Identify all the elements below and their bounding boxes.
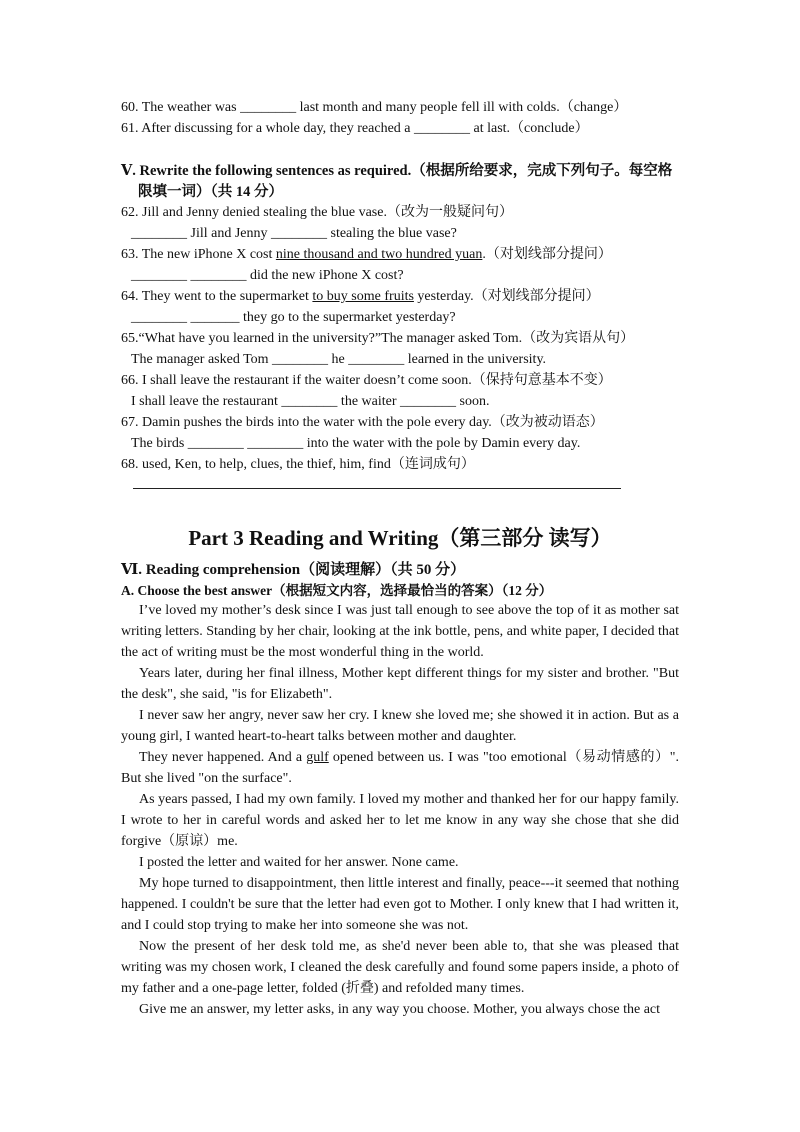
question-67: 67. Damin pushes the birds into the water with the pole every day.（改为被动语态）	[121, 415, 604, 430]
question-66-answer: I shall leave the restaurant ________ the waiter ________ soon.	[131, 394, 490, 409]
part-3-title: Part 3 Reading and Writing（第三部分 读写）	[188, 526, 612, 550]
question-61: 61. After discussing for a whole day, they reached a ________ at last.（conclude）	[121, 121, 589, 136]
question-64-text: 64. They went to the supermarket	[121, 289, 313, 304]
paragraph-4-text-b: opened between us. I was "too emotional（易动情感的）". But she lived "on the surface".	[121, 750, 679, 786]
section-5-heading-cont: 限填一词）（共 14 分）	[138, 184, 283, 200]
question-64-instruction: yesterday.（对划线部分提问）	[413, 289, 600, 304]
passage-paragraph-3: I never saw her angry, never saw her cry. I knew she loved me; she showed it in action. But as a young girl, I wanted heart-to-heart talks between mother and daughter.	[121, 708, 679, 744]
section-a-heading: A. Choose the best answer（根据短文内容，选择最恰当的答案）（12 分）	[121, 583, 553, 598]
question-65-answer: The manager asked Tom ________ he ________ learned in the university.	[131, 352, 547, 367]
question-63-underlined: nine thousand and two hundred yuan	[275, 247, 483, 262]
question-65: 65.“What have you learned in the university?”The manager asked Tom.（改为宾语从句）	[121, 331, 635, 346]
question-63-answer: ________ ________ did the new iPhone X cost?	[131, 268, 404, 283]
question-62-answer: ________ Jill and Jenny ________ stealing the blue vase?	[131, 226, 457, 241]
passage-paragraph-2: Years later, during her final illness, Mother kept different things for my sister and brother. "But the desk", she said, "is for Elizabeth".	[121, 666, 679, 702]
question-64-underlined: to buy some fruits	[312, 289, 414, 304]
question-60: 60. The weather was ________ last month and many people fell ill with colds.（change）	[121, 100, 628, 115]
question-64	[121, 287, 681, 307]
passage-paragraph-8: Now the present of her desk told me, as she'd never been able to, that she was pleased that writing was my chosen work, I cleaned the desk carefully and found some papers inside, a photo of my father and a one-page letter, folded (折叠) and refolded many times.	[121, 939, 679, 996]
question-68: 68. used, Ken, to help, clues, the thief, him, find（连词成句）	[121, 457, 475, 472]
passage-paragraph-5: As years passed, I had my own family. I loved my mother and thanked her for our happy family. I wrote to her in careful words and asked her to let me know in any way she chose that she did forgive（原谅）me.	[121, 792, 679, 849]
section-5-heading: Ⅴ. Rewrite the following sentences as required.（根据所给要求，完成下列句子。每空格	[121, 163, 673, 179]
passage-paragraph-9: Give me an answer, my letter asks, in any way you choose. Mother, you always chose the act	[139, 1002, 661, 1017]
question-67-answer: The birds ________ ________ into the water with the pole by Damin every day.	[131, 436, 581, 451]
question-63-instruction: .（对划线部分提问）	[482, 247, 612, 262]
passage-paragraph-1: I’ve loved my mother’s desk since I was just tall enough to see above the top of it as mother sat writing letters. Standing by her chair, looking at the ink bottle, pens, and white paper, I decided that the act of writing must be the most wonderful thing in the world.	[121, 603, 679, 660]
question-63	[121, 245, 681, 265]
question-68-answer-line	[133, 474, 621, 489]
question-62: 62. Jill and Jenny denied stealing the blue vase.（改为一般疑问句）	[121, 205, 513, 220]
passage-paragraph-6: I posted the letter and waited for her answer. None came.	[139, 855, 459, 870]
paragraph-4-text-a: They never happened. And a	[139, 750, 307, 765]
question-63-text: 63. The new iPhone X cost	[121, 247, 276, 262]
underlined-word-gulf: gulf	[306, 750, 329, 765]
passage-paragraph-7: My hope turned to disappointment, then little interest and finally, peace---it seemed that nothing happened. I couldn't be sure that the letter had even got to Mother. I only knew that I had written it, and I could stop trying to make her into someone she was not.	[121, 876, 679, 933]
passage-paragraph-4	[121, 748, 679, 790]
section-6-heading: Ⅵ. Reading comprehension（阅读理解）（共 50 分）	[121, 562, 466, 578]
question-66: 66. I shall leave the restaurant if the waiter doesn’t come soon.（保持句意基本不变）	[121, 373, 612, 388]
question-64-answer: ________ _______ they go to the supermarket yesterday?	[131, 310, 456, 325]
